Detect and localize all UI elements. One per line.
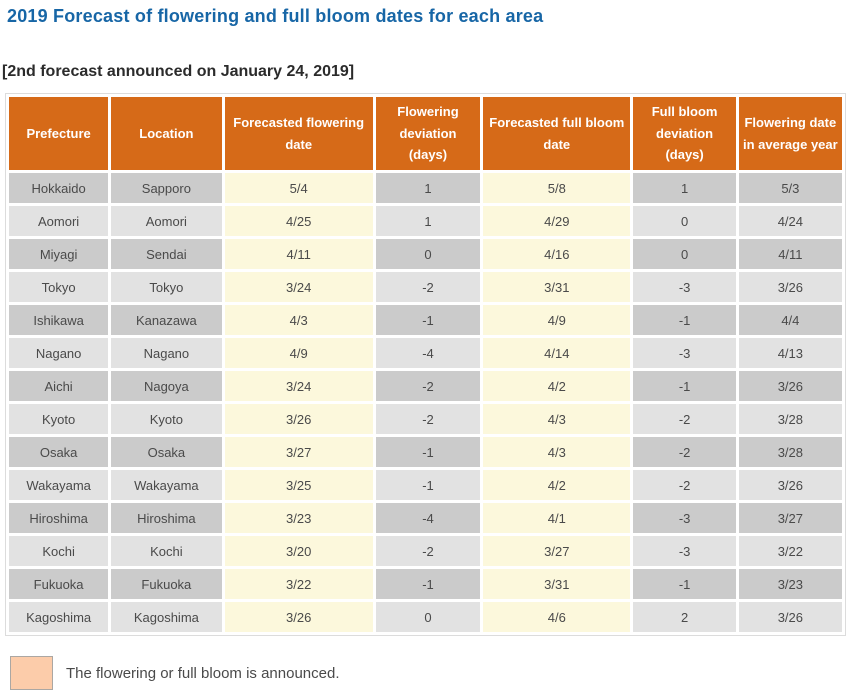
cell-flowering-deviation-days: -4 [376,338,480,368]
cell-forecasted-full-bloom-date: 4/6 [483,602,630,632]
cell-prefecture: Hiroshima [9,503,108,533]
cell-flowering-date-in-average-year: 3/28 [739,404,842,434]
cell-prefecture: Aomori [9,206,108,236]
cell-flowering-deviation-days: 0 [376,239,480,269]
cell-prefecture: Fukuoka [9,569,108,599]
cell-location: Kyoto [111,404,221,434]
cell-full-bloom-deviation-days: 1 [633,173,735,203]
cell-prefecture: Wakayama [9,470,108,500]
cell-location: Osaka [111,437,221,467]
table-row-hokkaido [9,173,842,203]
cell-forecasted-full-bloom-date: 5/8 [483,173,630,203]
cell-full-bloom-deviation-days: -3 [633,503,735,533]
cell-full-bloom-deviation-days: -3 [633,338,735,368]
legend [10,656,853,690]
cell-flowering-date-in-average-year: 3/26 [739,470,842,500]
cell-location: Aomori [111,206,221,236]
cell-location: Hiroshima [111,503,221,533]
cell-flowering-date-in-average-year: 4/13 [739,338,842,368]
header-row [9,97,842,170]
cell-flowering-date-in-average-year: 4/4 [739,305,842,335]
column-header-forecasted-flowering-date: Forecasted flowering date [225,97,373,170]
cell-full-bloom-deviation-days: -2 [633,470,735,500]
cell-forecasted-flowering-date: 4/25 [225,206,373,236]
cell-forecasted-full-bloom-date: 4/9 [483,305,630,335]
cell-full-bloom-deviation-days: 0 [633,206,735,236]
cell-flowering-date-in-average-year: 4/11 [739,239,842,269]
cell-flowering-deviation-days: 1 [376,173,480,203]
table-row-kyoto [9,404,842,434]
cell-flowering-deviation-days: -2 [376,404,480,434]
cell-forecasted-flowering-date: 3/25 [225,470,373,500]
cell-flowering-deviation-days: -2 [376,272,480,302]
table-row-kagoshima [9,602,842,632]
column-header-full-bloom-deviation-days: Full bloom deviation (days) [633,97,735,170]
cell-full-bloom-deviation-days: -1 [633,305,735,335]
cell-forecasted-full-bloom-date: 4/16 [483,239,630,269]
table-row-miyagi [9,239,842,269]
column-header-location: Location [111,97,221,170]
cell-prefecture: Ishikawa [9,305,108,335]
table-body [9,173,842,632]
cell-prefecture: Miyagi [9,239,108,269]
page-title: 2019 Forecast of flowering and full bloom dates for each area [7,6,544,26]
table-row-aichi [9,371,842,401]
cell-flowering-deviation-days: -2 [376,371,480,401]
cell-flowering-deviation-days: -1 [376,437,480,467]
cell-flowering-date-in-average-year: 3/27 [739,503,842,533]
cell-forecasted-full-bloom-date: 4/3 [483,404,630,434]
cell-location: Kochi [111,536,221,566]
cell-prefecture: Aichi [9,371,108,401]
cell-flowering-date-in-average-year: 3/22 [739,536,842,566]
table-row-nagano [9,338,842,368]
column-header-flowering-date-in-average-year: Flowering date in average year [739,97,842,170]
cell-flowering-deviation-days: -1 [376,305,480,335]
cell-location: Sendai [111,239,221,269]
cell-forecasted-flowering-date: 5/4 [225,173,373,203]
announced-color-swatch [10,656,53,690]
table-header [9,97,842,170]
cell-flowering-deviation-days: -1 [376,569,480,599]
cell-forecasted-flowering-date: 3/26 [225,404,373,434]
forecast-table [5,93,846,636]
cell-prefecture: Osaka [9,437,108,467]
cell-full-bloom-deviation-days: -1 [633,371,735,401]
cell-flowering-date-in-average-year: 3/23 [739,569,842,599]
cell-location: Wakayama [111,470,221,500]
cell-prefecture: Nagano [9,338,108,368]
cell-location: Kanazawa [111,305,221,335]
cell-forecasted-full-bloom-date: 4/1 [483,503,630,533]
cell-full-bloom-deviation-days: 0 [633,239,735,269]
cell-forecasted-flowering-date: 4/3 [225,305,373,335]
cell-prefecture: Kagoshima [9,602,108,632]
announcement-subtitle: [2nd forecast announced on January 24, 2019] [2,63,355,80]
cell-forecasted-flowering-date: 3/20 [225,536,373,566]
cell-location: Nagano [111,338,221,368]
cell-forecasted-flowering-date: 3/22 [225,569,373,599]
cell-flowering-date-in-average-year: 5/3 [739,173,842,203]
cell-prefecture: Tokyo [9,272,108,302]
column-header-flowering-deviation-days: Flowering deviation (days) [376,97,480,170]
cell-forecasted-flowering-date: 3/24 [225,371,373,401]
cell-forecasted-flowering-date: 4/9 [225,338,373,368]
cell-forecasted-flowering-date: 3/23 [225,503,373,533]
cell-forecasted-full-bloom-date: 3/27 [483,536,630,566]
cell-flowering-deviation-days: 1 [376,206,480,236]
cell-prefecture: Hokkaido [9,173,108,203]
cell-flowering-date-in-average-year: 4/24 [739,206,842,236]
cell-full-bloom-deviation-days: -3 [633,272,735,302]
cell-full-bloom-deviation-days: -2 [633,404,735,434]
cell-full-bloom-deviation-days: -2 [633,437,735,467]
cell-location: Sapporo [111,173,221,203]
cell-forecasted-full-bloom-date: 3/31 [483,569,630,599]
table-row-fukuoka [9,569,842,599]
cell-flowering-date-in-average-year: 3/28 [739,437,842,467]
cell-flowering-date-in-average-year: 3/26 [739,272,842,302]
table-row-wakayama [9,470,842,500]
cell-location: Fukuoka [111,569,221,599]
cell-flowering-deviation-days: -4 [376,503,480,533]
table-row-kochi [9,536,842,566]
table-row-hiroshima [9,503,842,533]
cell-location: Nagoya [111,371,221,401]
cell-forecasted-full-bloom-date: 4/2 [483,371,630,401]
cell-flowering-deviation-days: -2 [376,536,480,566]
cell-flowering-deviation-days: 0 [376,602,480,632]
cell-flowering-deviation-days: -1 [376,470,480,500]
cell-forecasted-flowering-date: 3/27 [225,437,373,467]
table-row-tokyo [9,272,842,302]
column-header-forecasted-full-bloom-date: Forecasted full bloom date [483,97,630,170]
cell-forecasted-full-bloom-date: 3/31 [483,272,630,302]
cell-forecasted-full-bloom-date: 4/14 [483,338,630,368]
cell-full-bloom-deviation-days: -3 [633,536,735,566]
cell-full-bloom-deviation-days: -1 [633,569,735,599]
cell-location: Kagoshima [111,602,221,632]
cell-full-bloom-deviation-days: 2 [633,602,735,632]
cell-prefecture: Kochi [9,536,108,566]
table-row-aomori [9,206,842,236]
cell-forecasted-flowering-date: 4/11 [225,239,373,269]
cell-forecasted-flowering-date: 3/24 [225,272,373,302]
cell-forecasted-flowering-date: 3/26 [225,602,373,632]
cell-prefecture: Kyoto [9,404,108,434]
cell-flowering-date-in-average-year: 3/26 [739,602,842,632]
cell-forecasted-full-bloom-date: 4/2 [483,470,630,500]
column-header-prefecture: Prefecture [9,97,108,170]
cell-flowering-date-in-average-year: 3/26 [739,371,842,401]
cell-forecasted-full-bloom-date: 4/3 [483,437,630,467]
legend-label: The flowering or full bloom is announced. [66,664,340,682]
cell-forecasted-full-bloom-date: 4/29 [483,206,630,236]
table-row-osaka [9,437,842,467]
table-row-ishikawa [9,305,842,335]
cell-location: Tokyo [111,272,221,302]
